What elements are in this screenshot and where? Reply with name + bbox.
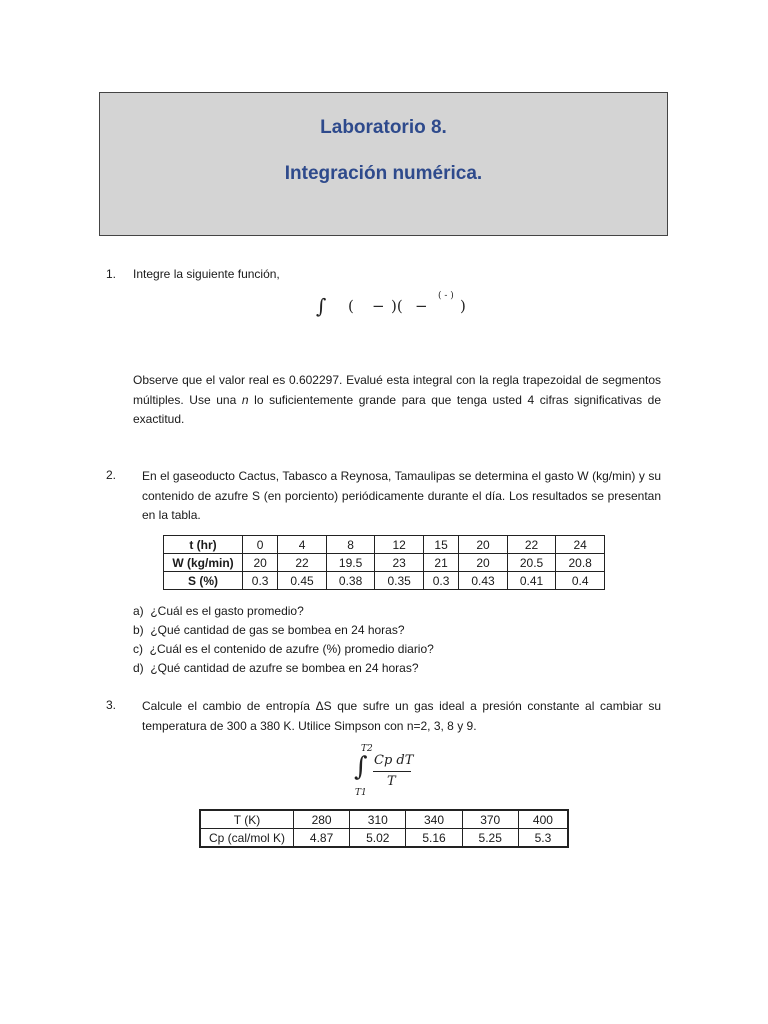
table-cell: 22 bbox=[507, 536, 556, 554]
formula-minus-1: − bbox=[372, 297, 385, 315]
q1-formula bbox=[316, 291, 476, 324]
table-row bbox=[164, 572, 605, 590]
fraction-numerator: Cp dT bbox=[374, 753, 414, 768]
list-text: ¿Cuál es el contenido de azufre (%) promedio diario? bbox=[149, 642, 434, 656]
integral-sign: ∫ bbox=[354, 752, 368, 782]
q1-intro: Integre la siguiente función, bbox=[133, 267, 280, 281]
table-cell: 15 bbox=[423, 536, 458, 554]
table-cell: 0.35 bbox=[375, 572, 424, 590]
integral-lower-limit: T1 bbox=[355, 788, 367, 798]
q1-paragraph-end: lo suficientemente grande para que tenga usted 4 cifras significativas de exactitud. bbox=[133, 392, 662, 426]
table-cell: 0.43 bbox=[459, 572, 508, 590]
list-text: ¿Qué cantidad de gas se bombea en 24 horas? bbox=[150, 623, 405, 637]
table-cell: 0.4 bbox=[556, 572, 605, 590]
fraction-denominator: T bbox=[387, 774, 396, 789]
integral-upper-limit: T2 bbox=[361, 744, 373, 754]
q2-subquestion-a bbox=[133, 604, 304, 618]
table-cell: 5.25 bbox=[462, 829, 518, 848]
table-cell: 370 bbox=[462, 810, 518, 829]
formula-paren-open: ( bbox=[348, 297, 354, 315]
table-cell: 0.41 bbox=[507, 572, 556, 590]
list-marker: c) bbox=[133, 642, 143, 656]
table-cell: 0.3 bbox=[243, 572, 278, 590]
table-row bbox=[164, 536, 605, 554]
fraction-bar bbox=[373, 771, 411, 772]
formula-paren-close: ) bbox=[460, 297, 466, 315]
list-text: ¿Cuál es el gasto promedio? bbox=[150, 604, 304, 618]
q2-number: 2. bbox=[106, 468, 117, 482]
table-cell: 19.5 bbox=[326, 554, 375, 572]
q2-data-table bbox=[163, 535, 605, 590]
q3-formula bbox=[352, 744, 422, 800]
list-marker: a) bbox=[133, 604, 144, 618]
list-marker: d) bbox=[133, 661, 144, 675]
table-cell: 20.5 bbox=[507, 554, 556, 572]
table-row bbox=[200, 810, 568, 829]
table-cell: 23 bbox=[375, 554, 424, 572]
document-title: Laboratorio 8. bbox=[320, 117, 447, 138]
row-header: Cp (cal/mol K) bbox=[200, 829, 294, 848]
formula-paren-mid: )( bbox=[391, 297, 403, 315]
title-box bbox=[99, 92, 668, 236]
table-cell: 0.38 bbox=[326, 572, 375, 590]
table-cell: 0 bbox=[243, 536, 278, 554]
row-header: W (kg/min) bbox=[164, 554, 243, 572]
table-cell: 4.87 bbox=[294, 829, 350, 848]
document-subtitle: Integración numérica. bbox=[284, 163, 483, 184]
integral-sign: ∫ bbox=[316, 294, 327, 318]
q1-paragraph-text: Observe que el valor real es 0.602297. Evalué esta integral con la regla trapezoidal de segmentos múltiples. Use una bbox=[133, 373, 661, 407]
table-cell: 400 bbox=[518, 810, 568, 829]
q1-number: 1. bbox=[106, 267, 117, 281]
row-header: T (K) bbox=[200, 810, 294, 829]
q3-paragraph: Calcule el cambio de entropía ΔS que sufre un gas ideal a presión constante al cambiar su temperatura de 300 a 380 K. Utilice Simpson con n=2, 3, 8 y 9. bbox=[142, 699, 661, 733]
table-cell: 8 bbox=[326, 536, 375, 554]
table-row bbox=[164, 554, 605, 572]
row-header: S (%) bbox=[164, 572, 243, 590]
formula-minus-2: − bbox=[415, 297, 428, 315]
list-text: ¿Qué cantidad de azufre se bombea en 24 horas? bbox=[150, 661, 419, 675]
q1-paragraph bbox=[133, 371, 661, 430]
table-cell: 280 bbox=[294, 810, 350, 829]
table-cell: 5.3 bbox=[518, 829, 568, 848]
q1-variable-n: n bbox=[241, 392, 249, 407]
table-cell: 0.3 bbox=[423, 572, 458, 590]
q3-number: 3. bbox=[106, 698, 117, 712]
q2-subquestion-c bbox=[133, 642, 434, 656]
table-cell: 0.45 bbox=[278, 572, 327, 590]
q2-paragraph: En el gaseoducto Cactus, Tabasco a Reynosa, Tamaulipas se determina el gasto W (kg/min) y su contenido de azufre S (en porciento) periódicamente durante el día. Los resultados se presentan en la tabla. bbox=[142, 469, 661, 522]
table-cell: 4 bbox=[278, 536, 327, 554]
formula-exponent: ( - ) bbox=[438, 291, 454, 301]
table-cell: 340 bbox=[406, 810, 462, 829]
table-cell: 12 bbox=[375, 536, 424, 554]
table-cell: 20 bbox=[243, 554, 278, 572]
list-marker: b) bbox=[133, 623, 144, 637]
row-header: t (hr) bbox=[164, 536, 243, 554]
table-cell: 22 bbox=[278, 554, 327, 572]
table-cell: 20 bbox=[459, 554, 508, 572]
table-cell: 5.16 bbox=[406, 829, 462, 848]
table-cell: 310 bbox=[350, 810, 406, 829]
table-cell: 21 bbox=[423, 554, 458, 572]
table-cell: 24 bbox=[556, 536, 605, 554]
table-cell: 20 bbox=[459, 536, 508, 554]
q2-subquestion-b bbox=[133, 623, 405, 637]
table-row bbox=[200, 829, 568, 848]
q3-data-table bbox=[199, 809, 569, 848]
table-cell: 5.02 bbox=[350, 829, 406, 848]
q2-subquestion-d bbox=[133, 661, 419, 675]
table-cell: 20.8 bbox=[556, 554, 605, 572]
